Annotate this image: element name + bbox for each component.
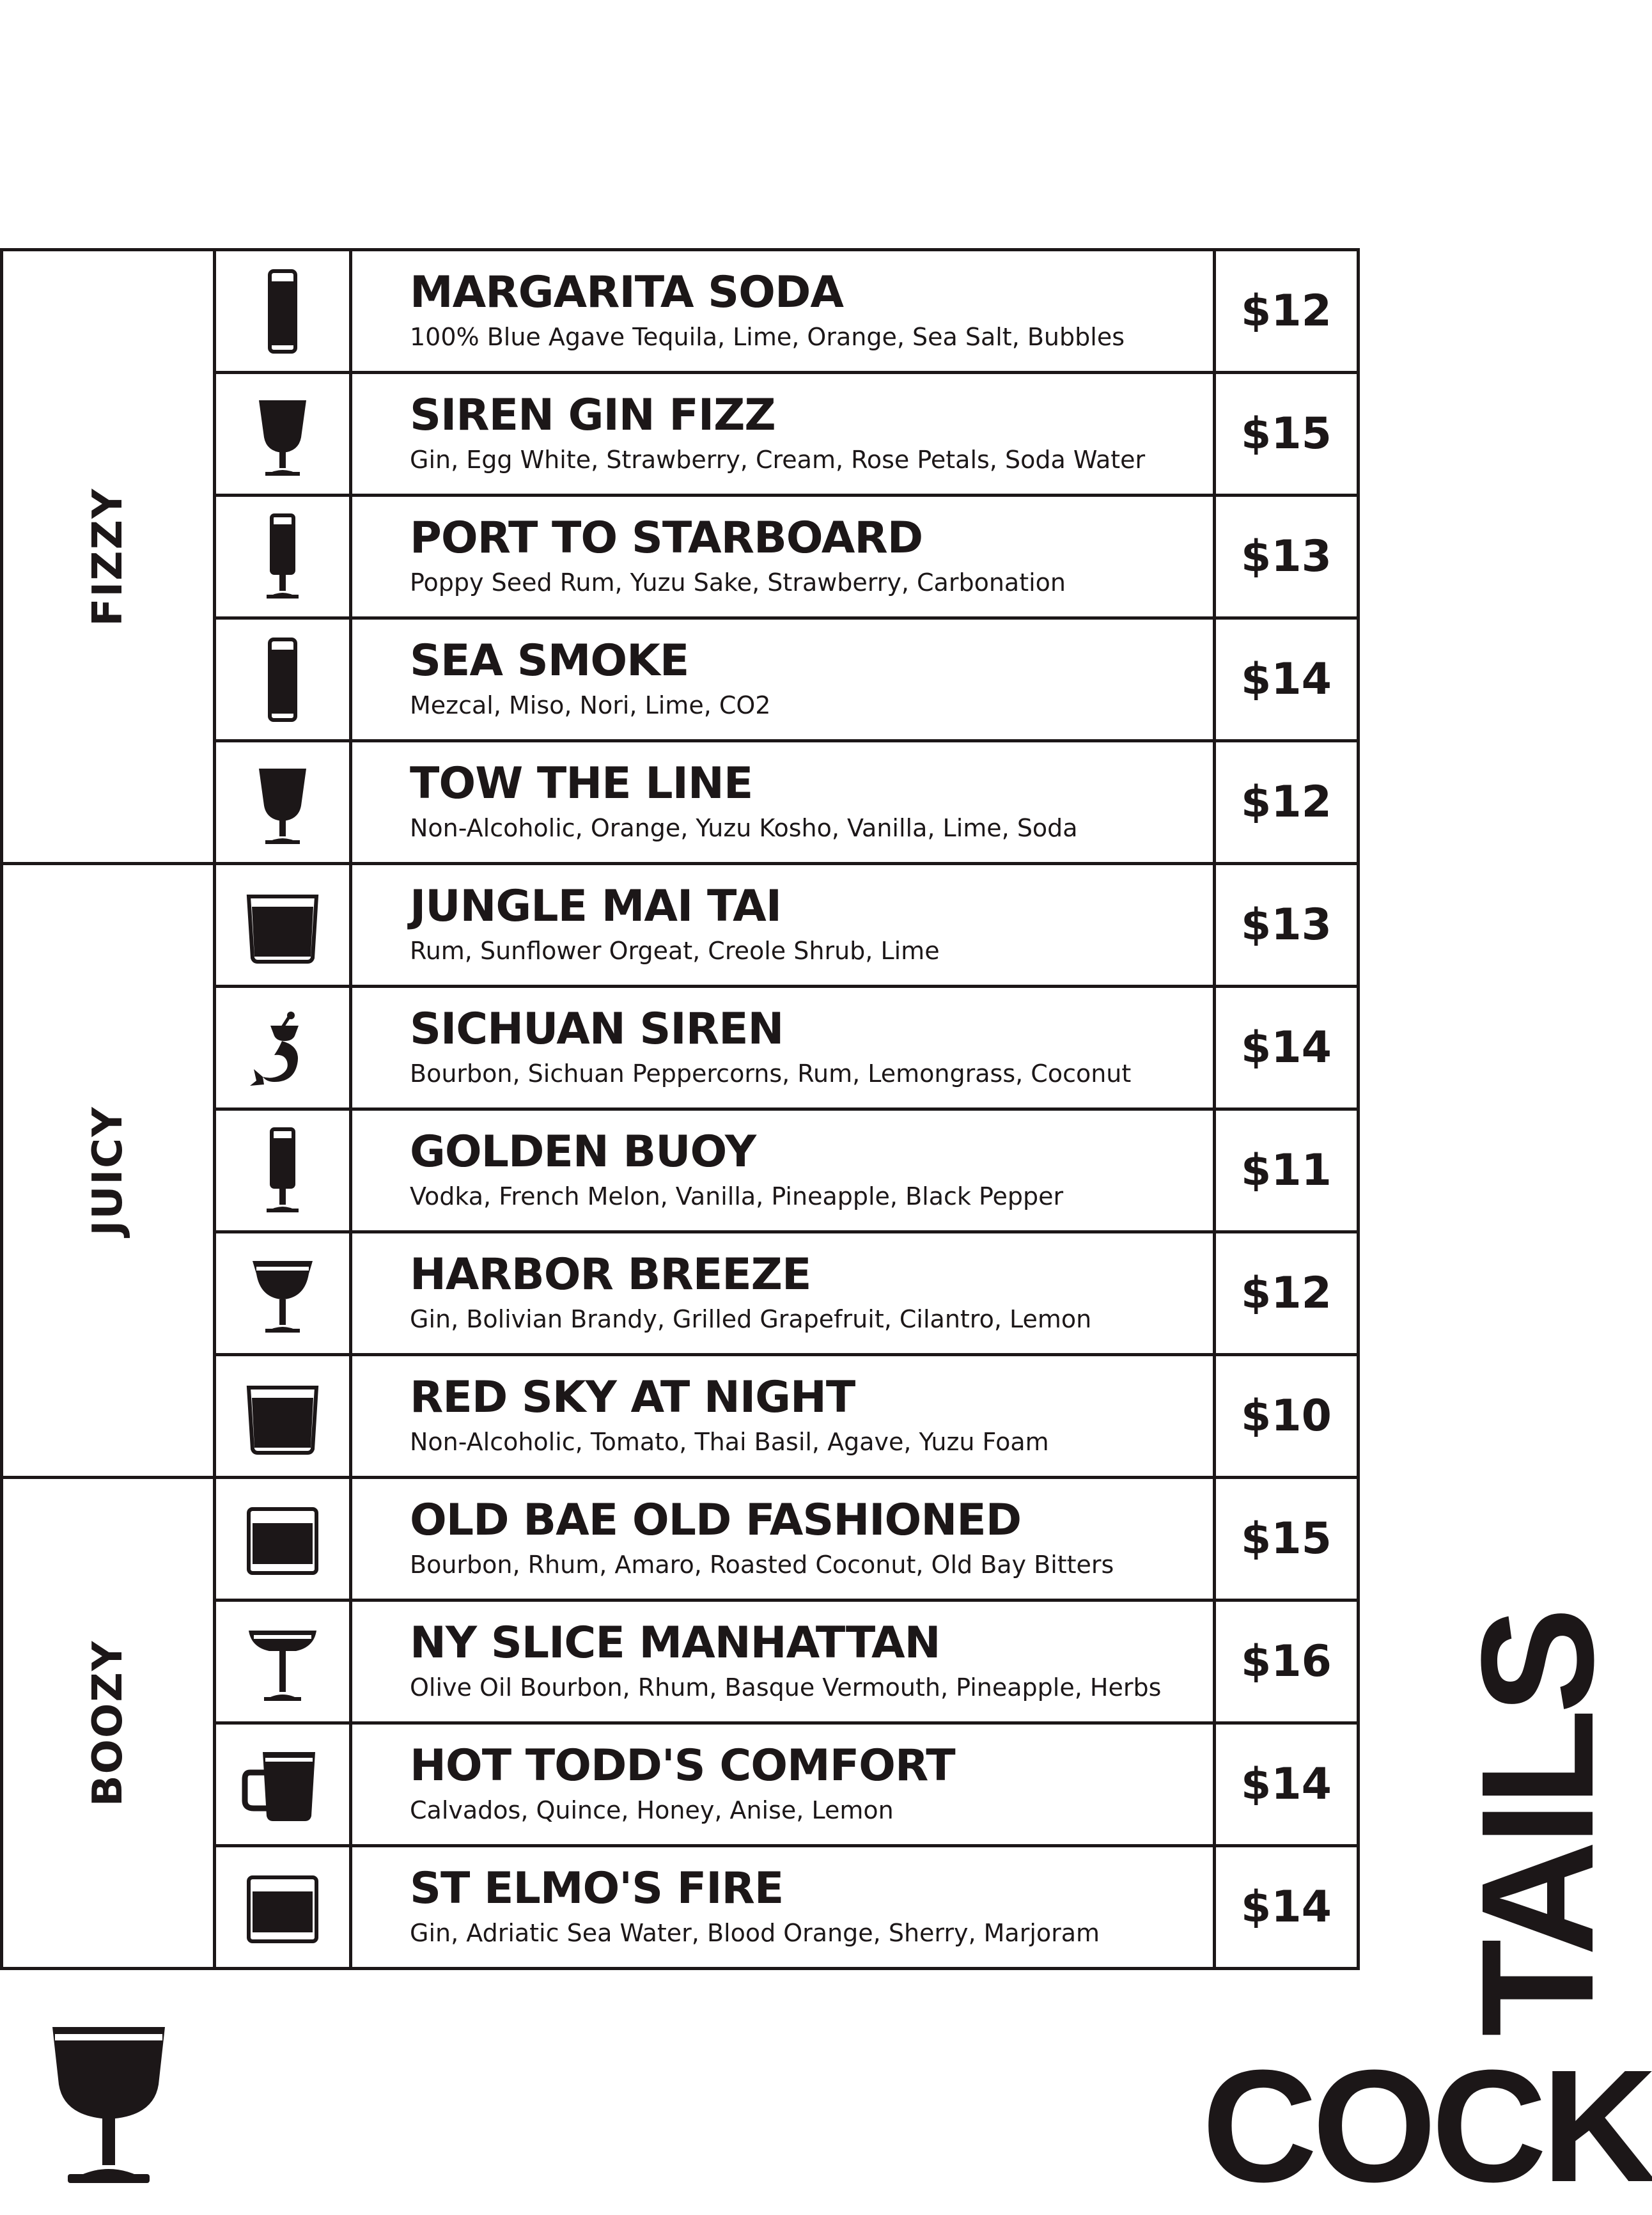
drink-info bbox=[351, 741, 1215, 864]
drink-name: RED SKY AT NIGHT bbox=[410, 1372, 855, 1423]
drink-info bbox=[351, 618, 1215, 741]
cocktail-menu-table bbox=[0, 248, 1360, 1970]
drink-icon-cell bbox=[215, 1109, 351, 1232]
category-label: JUICY bbox=[84, 1106, 132, 1235]
drink-info bbox=[351, 496, 1215, 618]
drink-price: $12 bbox=[1215, 250, 1359, 373]
drink-icon-cell bbox=[215, 1846, 351, 1969]
drink-info bbox=[351, 1109, 1215, 1232]
category-label: BOOZY bbox=[84, 1640, 132, 1806]
drink-icon-cell bbox=[215, 1601, 351, 1723]
goblet-glass-icon bbox=[45, 2021, 173, 2187]
category-fizzy bbox=[2, 250, 215, 864]
drink-info bbox=[351, 1355, 1215, 1478]
drink-name: NY SLICE MANHATTAN bbox=[410, 1618, 940, 1668]
drink-ingredients: Gin, Bolivian Brandy, Grilled Grapefruit, Cilantro, Lemon bbox=[410, 1305, 1092, 1334]
drink-price: $16 bbox=[1215, 1601, 1359, 1723]
drink-ingredients: Calvados, Quince, Honey, Anise, Lemon bbox=[410, 1796, 894, 1825]
drink-name: ST ELMO'S FIRE bbox=[410, 1863, 784, 1914]
category-boozy bbox=[2, 1478, 215, 1969]
title-tails: TAILS bbox=[1448, 1612, 1626, 2037]
rocks-glass-icon bbox=[235, 877, 331, 973]
drink-name: MARGARITA SODA bbox=[410, 267, 844, 318]
drink-info bbox=[351, 864, 1215, 987]
drink-ingredients: Poppy Seed Rum, Yuzu Sake, Strawberry, Carbonation bbox=[410, 568, 1066, 597]
drink-info bbox=[351, 1478, 1215, 1601]
drink-info bbox=[351, 1232, 1215, 1355]
cocktail-cup-icon bbox=[235, 1246, 331, 1342]
drink-info bbox=[351, 987, 1215, 1109]
drink-price: $12 bbox=[1215, 1232, 1359, 1355]
drink-ingredients: Vodka, French Melon, Vanilla, Pineapple, Black Pepper bbox=[410, 1182, 1064, 1211]
drink-icon-cell bbox=[215, 250, 351, 373]
drink-icon-cell bbox=[215, 741, 351, 864]
drink-price: $12 bbox=[1215, 741, 1359, 864]
drink-name: SEA SMOKE bbox=[410, 636, 689, 686]
drink-ingredients: Gin, Adriatic Sea Water, Blood Orange, Sherry, Marjoram bbox=[410, 1919, 1100, 1948]
old-fashioned-glass-icon bbox=[235, 1491, 331, 1587]
drink-icon-cell bbox=[215, 1232, 351, 1355]
drink-ingredients: 100% Blue Agave Tequila, Lime, Orange, Sea Salt, Bubbles bbox=[410, 323, 1125, 352]
drink-ingredients: Rum, Sunflower Orgeat, Creole Shrub, Lime bbox=[410, 937, 940, 966]
drink-icon-cell bbox=[215, 864, 351, 987]
highball-glass-icon bbox=[235, 263, 331, 359]
drink-price: $14 bbox=[1215, 1846, 1359, 1969]
footed-highball-icon bbox=[235, 509, 331, 605]
drink-info bbox=[351, 250, 1215, 373]
drink-ingredients: Olive Oil Bourbon, Rhum, Basque Vermouth, Pineapple, Herbs bbox=[410, 1673, 1162, 1702]
drink-info bbox=[351, 373, 1215, 496]
drink-info bbox=[351, 1846, 1215, 1969]
drink-ingredients: Bourbon, Rhum, Amaro, Roasted Coconut, Old Bay Bitters bbox=[410, 1551, 1114, 1579]
drink-price: $15 bbox=[1215, 373, 1359, 496]
drink-ingredients: Bourbon, Sichuan Peppercorns, Rum, Lemongrass, Coconut bbox=[410, 1060, 1132, 1088]
drink-name: TOW THE LINE bbox=[410, 758, 753, 809]
highball-glass-icon bbox=[235, 632, 331, 728]
category-juicy bbox=[2, 864, 215, 1478]
drink-price: $14 bbox=[1215, 987, 1359, 1109]
mermaid-glass-icon bbox=[235, 1000, 331, 1096]
drink-ingredients: Gin, Egg White, Strawberry, Cream, Rose Petals, Soda Water bbox=[410, 446, 1146, 474]
drink-price: $13 bbox=[1215, 496, 1359, 618]
drink-price: $14 bbox=[1215, 618, 1359, 741]
drink-name: HOT TODD'S COMFORT bbox=[410, 1741, 955, 1791]
table-row bbox=[2, 250, 1359, 373]
drink-icon-cell bbox=[215, 496, 351, 618]
drink-price: $14 bbox=[1215, 1723, 1359, 1846]
drink-name: PORT TO STARBOARD bbox=[410, 513, 923, 563]
rocks-glass-icon bbox=[235, 1368, 331, 1464]
footed-highball-icon bbox=[235, 1123, 331, 1219]
drink-icon-cell bbox=[215, 1355, 351, 1478]
drink-name: SICHUAN SIREN bbox=[410, 1004, 784, 1054]
drink-ingredients: Non-Alcoholic, Tomato, Thai Basil, Agave, Yuzu Foam bbox=[410, 1428, 1049, 1457]
table-row bbox=[2, 864, 1359, 987]
old-fashioned-glass-icon bbox=[235, 1859, 331, 1955]
drink-ingredients: Mezcal, Miso, Nori, Lime, CO2 bbox=[410, 691, 771, 720]
mug-icon bbox=[235, 1737, 331, 1833]
table-row bbox=[2, 1478, 1359, 1601]
drink-icon-cell bbox=[215, 987, 351, 1109]
drink-ingredients: Non-Alcoholic, Orange, Yuzu Kosho, Vanilla, Lime, Soda bbox=[410, 814, 1078, 843]
drink-price: $15 bbox=[1215, 1478, 1359, 1601]
drink-price: $11 bbox=[1215, 1109, 1359, 1232]
drink-info bbox=[351, 1601, 1215, 1723]
drink-price: $10 bbox=[1215, 1355, 1359, 1478]
drink-price: $13 bbox=[1215, 864, 1359, 987]
drink-name: OLD BAE OLD FASHIONED bbox=[410, 1495, 1022, 1546]
goblet-glass-icon bbox=[235, 755, 331, 850]
drink-info bbox=[351, 1723, 1215, 1846]
drink-name: SIREN GIN FIZZ bbox=[410, 390, 775, 441]
drink-name: HARBOR BREEZE bbox=[410, 1249, 811, 1300]
drink-name: GOLDEN BUOY bbox=[410, 1127, 756, 1177]
drink-icon-cell bbox=[215, 618, 351, 741]
drink-icon-cell bbox=[215, 1723, 351, 1846]
title-cock: COCK bbox=[1202, 2037, 1652, 2215]
category-label: FIZZY bbox=[84, 487, 132, 626]
drink-name: JUNGLE MAI TAI bbox=[410, 881, 781, 932]
drink-icon-cell bbox=[215, 373, 351, 496]
goblet-glass-icon bbox=[235, 386, 331, 482]
coupe-glass-icon bbox=[235, 1614, 331, 1710]
drink-icon-cell bbox=[215, 1478, 351, 1601]
